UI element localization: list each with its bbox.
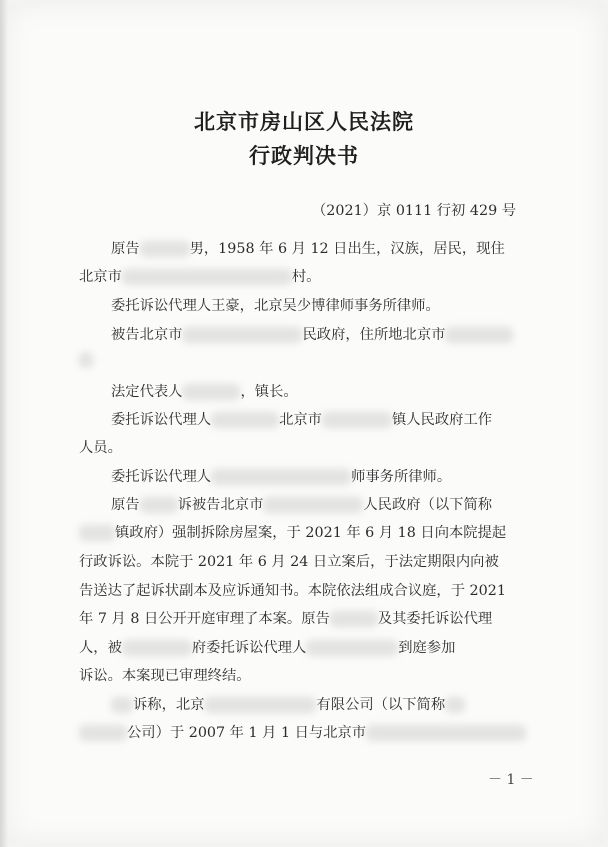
redaction (111, 697, 133, 713)
redaction (263, 497, 363, 513)
redaction (445, 697, 465, 713)
text-line: 镇政府）强制拆除房屋案，于 2021 年 6 月 18 日向本院提起 (79, 522, 506, 542)
redaction (140, 241, 190, 257)
text-line (79, 352, 93, 368)
redaction (322, 412, 392, 428)
redaction (445, 327, 513, 343)
case-number: （2021）京 0111 行初 429 号 (312, 203, 517, 219)
redaction (140, 497, 178, 513)
text-line: 诉称，北京 有限公司（以下简称 (111, 694, 465, 714)
text-line: 行政诉讼。本院于 2021 年 6 月 24 日立案后，于法定期限内向被 (79, 554, 499, 570)
text-line: 北京市 村。 (79, 269, 321, 285)
text-line: 委托诉讼代理人 师事务所律师。 (111, 469, 452, 485)
text-line: 被告北京市 民政府，住所地北京市 (111, 324, 513, 344)
page-number: － 1 － (488, 772, 534, 788)
text-line: 年 7 月 8 日公开开庭审理了本案。原告 及其委托诉讼代理 (79, 611, 493, 627)
text-line: 原告 诉被告北京市 人民政府（以下简称 (111, 497, 493, 513)
redaction (366, 725, 526, 741)
redaction (330, 611, 378, 627)
document-title: 行政判决书 (249, 143, 359, 168)
redaction (122, 640, 192, 656)
redaction (204, 697, 316, 713)
redaction (182, 327, 302, 343)
text-line: 告送达了起诉状副本及应诉通知书。本院依法组成合议庭，于 2021 (79, 583, 506, 599)
redaction (211, 469, 351, 485)
text-line: 法定代表人 ，镇长。 (111, 384, 298, 400)
text-line: 公司）于 2007 年 1 月 1 日与北京市 (79, 722, 526, 742)
text-line: 原告 男，1958 年 6 月 12 日出生，汉族，居民，现住 (111, 241, 505, 257)
redaction (79, 725, 127, 741)
redaction (211, 412, 279, 428)
redaction (306, 640, 398, 656)
redaction (79, 352, 93, 368)
redaction (79, 525, 115, 541)
text-line: 人，被 府委托诉讼代理人 到庭参加 (79, 640, 456, 656)
text-line: 人员。 (79, 440, 122, 456)
redaction (122, 269, 292, 285)
redaction (182, 384, 240, 400)
court-name: 北京市房山区人民法院 (194, 109, 414, 134)
text-line: 诉讼。本案现已审理终结。 (79, 668, 251, 684)
text-line: 委托诉讼代理人 北京市 镇人民政府工作 (111, 412, 493, 428)
text-line: 委托诉讼代理人王豪，北京吴少博律师事务所律师。 (111, 298, 440, 314)
